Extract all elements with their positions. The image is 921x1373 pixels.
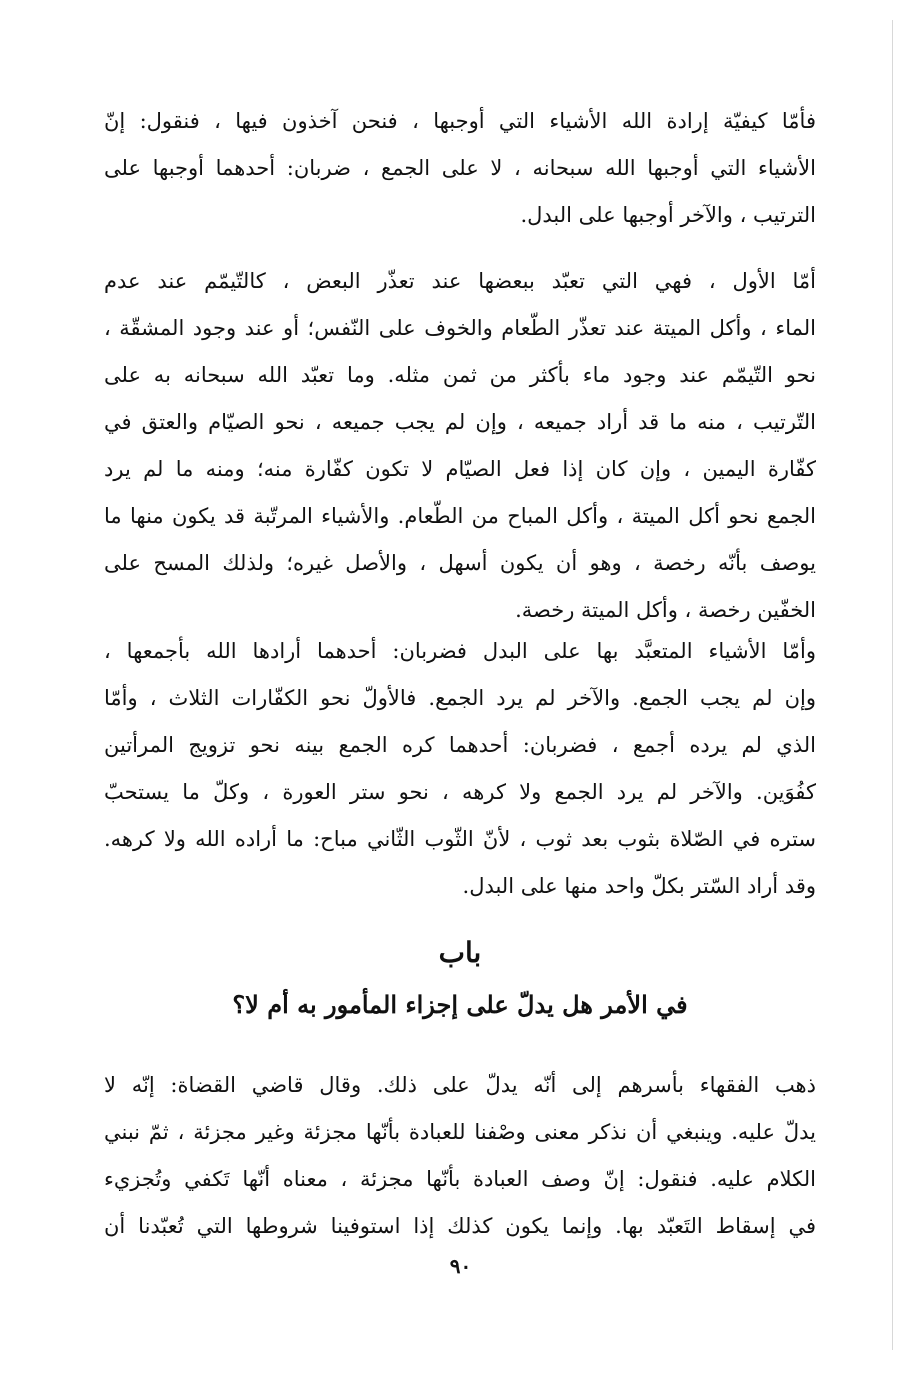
chapter-heading: باب [438, 936, 482, 969]
chapter-title: في الأمر هل يدلّ على إجزاء المأمور به أم لا؟ [232, 990, 688, 1019]
paragraph-1 [104, 98, 816, 239]
text-line: الأشياء التي أوجبها الله سبحانه ، لا على الجمع ، ضربان: أحدهما أوجبها على [104, 156, 816, 180]
text-line: فأمّا كيفيّة إرادة الله الأشياء التي أوجبها ، فنحن آخذون فيها ، فنقول: إنّ [104, 109, 816, 133]
text-line: وقد أراد السّتر بكلّ واحد منها على البدل. [462, 874, 816, 898]
text-line: في إسقاط التَعبّد بها. وإنما يكون كذلك إذا استوفينا شروطها التي تُعبّدنا أن [104, 1214, 816, 1238]
paragraph-4 [104, 1062, 816, 1250]
page-number: ٩٠ [449, 1254, 472, 1278]
text-line: الكلام عليه. فنقول: إنّ وصف العبادة بأنّها مجزئة ، معناه أنّها تَكفي وتُجزيء [104, 1167, 816, 1191]
page-edge-line [892, 20, 893, 1350]
text-line: الماء ، وأكل الميتة عند تعذّر الطّعام والخوف على النّفس؛ أو عند وجود المشقّة ، [104, 316, 816, 340]
text-line: الذي لم يرده أجمع ، فضربان: أحدهما كره الجمع بينه نحو تزويج المرأتين [104, 733, 816, 757]
text-line: ذهب الفقهاء بأسرهم إلى أنّه يدلّ على ذلك. وقال قاضي القضاة: إنّه لا [104, 1073, 816, 1097]
text-line: أمّا الأول ، فهي التي تعبّد ببعضها عند تعذّر البعض ، كالتّيمّم عند عدم [104, 269, 816, 293]
text-line: نحو التّيمّم عند وجود ماء بأكثر من ثمن مثله. وما تعبّد الله سبحانه به على [104, 363, 816, 387]
text-line: يدلّ عليه. وينبغي أن نذكر معنى وصْفنا للعبادة بأنّها مجزئة وغير مجزئة ، ثمّ نبني [104, 1120, 816, 1144]
text-line: ستره في الصّلاة بثوب بعد ثوب ، لأنّ الثّوب الثّاني مباح: ما أراده الله ولا كرهه. [104, 827, 816, 851]
text-line: وأمّا الأشياء المتعبَّد بها على البدل فضربان: أحدهما أرادها الله بأجمعها ، [104, 639, 816, 663]
paragraph-2 [104, 258, 816, 634]
text-line: وإن لم يجب الجمع. والآخر لم يرد الجمع. فالأولّ نحو الكفّارات الثلاث ، وأمّا [104, 686, 816, 710]
text-line: الخفّين رخصة ، وأكل الميتة رخصة. [515, 598, 816, 622]
paragraph-3 [104, 628, 816, 910]
text-line: كفّارة اليمين ، وإن كان إذا فعل الصيّام لا تكون كفّارة منه؛ ومنه ما لم يرد [104, 457, 816, 481]
text-line: الترتيب ، والآخر أوجبها على البدل. [520, 203, 816, 227]
text-line: التّرتيب ، منه ما قد أراد جميعه ، وإن لم يجب جميعه ، نحو الصيّام والعتق في [104, 410, 816, 434]
text-line: يوصف بأنّه رخصة ، وهو أن يكون أسهل ، والأصل غيره؛ ولذلك المسح على [104, 551, 816, 575]
text-line: الجمع نحو أكل الميتة ، وأكل المباح من الطّعام. والأشياء المرتّبة قد يكون منها ما [104, 504, 816, 528]
text-line: كفُوَين. والآخر لم يرد الجمع ولا كرهه ، نحو ستر العورة ، وكلّ ما يستحبّ [104, 780, 816, 804]
